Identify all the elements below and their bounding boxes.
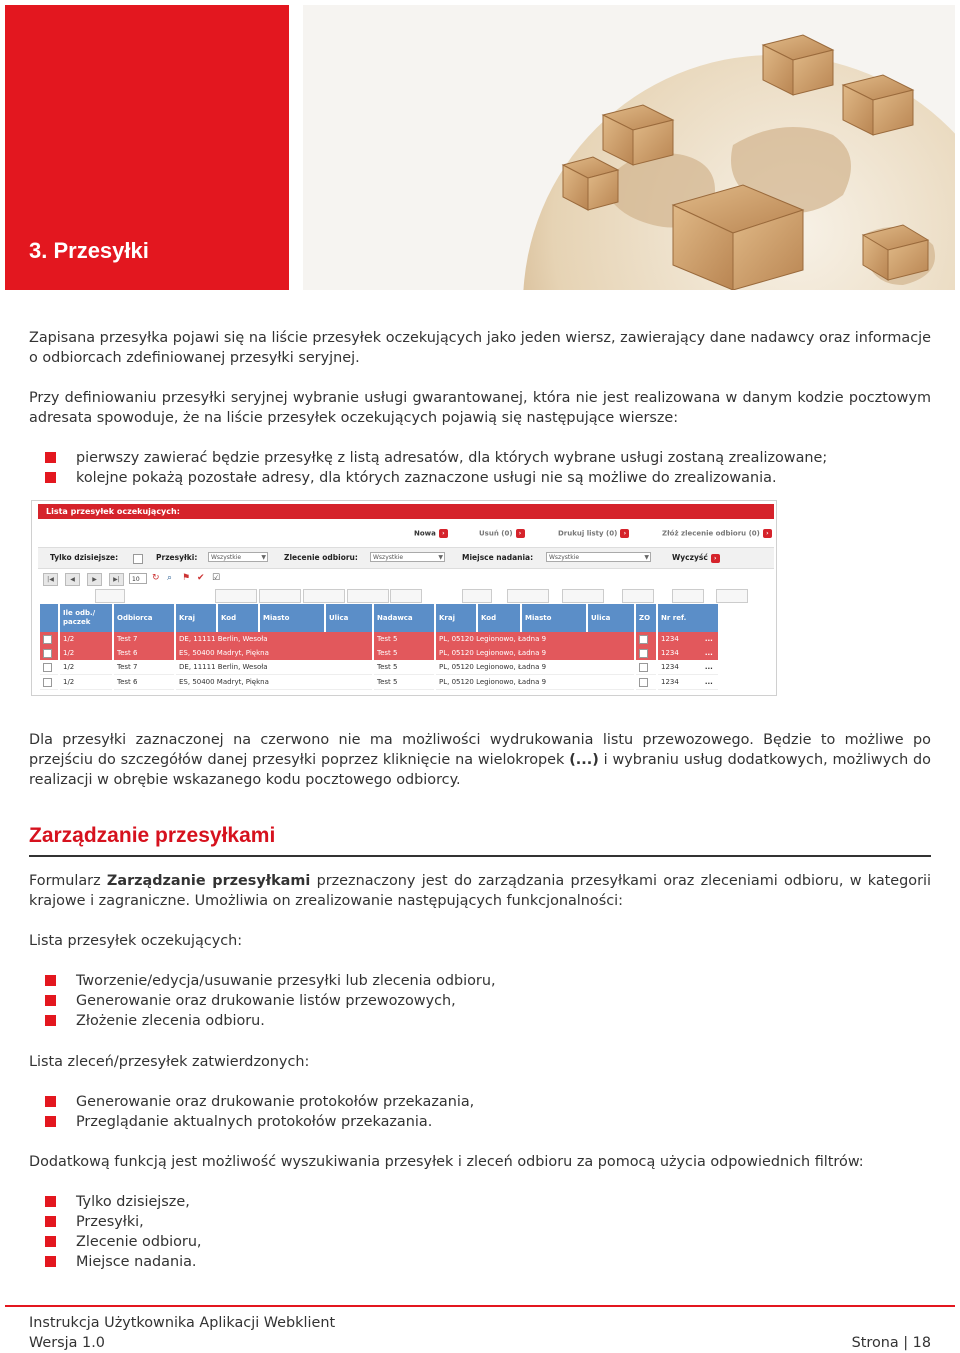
shipments-grid [38,604,720,690]
today-filter-label: Tylko dzisiejsze: [50,553,119,562]
table-cell: 1234 ... [658,632,718,646]
table-cell: Test 7 [114,660,174,675]
grid-header-row [40,604,718,632]
table-cell [636,646,656,660]
table-cell: 1/2 [60,632,112,646]
row-checkbox[interactable] [639,649,648,658]
print-labels-button[interactable]: Drukuj listy (0) › [558,529,629,538]
table-row[interactable] [40,632,718,646]
table-cell: 1/2 [60,646,112,660]
table-cell: ES, 50400 Madryt, Piękna [176,646,372,660]
column-header[interactable]: Odbiorca [114,604,174,632]
column-filter[interactable] [215,589,257,603]
arrow-right-icon: › [620,529,629,538]
column-header[interactable]: Nr ref. [658,604,718,632]
chevron-down-icon: ▼ [438,554,443,561]
column-filter[interactable] [303,589,345,603]
section-divider [29,855,931,857]
list1 [45,971,496,1031]
bullet-square-icon [45,1256,56,1267]
table-cell: Test 5 [374,632,434,646]
chevron-down-icon: ▼ [644,554,649,561]
column-header[interactable]: Miasto [260,604,324,632]
column-header[interactable]: Kod [218,604,258,632]
page-size-select[interactable]: 10 [129,573,147,584]
row-checkbox[interactable] [639,635,648,644]
table-cell: 1/2 [60,660,112,675]
table-cell: 1234 ... [658,675,718,690]
globe-illustration [303,5,955,290]
last-page-icon[interactable]: ▶| [109,573,124,586]
footer-page-number: Strona | 18 [851,1335,931,1351]
details-ellipsis-link[interactable]: ... [704,678,713,686]
bullet-square-icon [45,995,56,1006]
list-item: Generowanie oraz drukowanie listów przewozowych, [45,991,496,1011]
column-header[interactable]: Ulica [588,604,634,632]
details-ellipsis-link[interactable]: ... [704,635,713,643]
first-page-icon[interactable]: |◀ [43,573,58,586]
column-header[interactable]: Kod [478,604,520,632]
details-ellipsis-link[interactable]: ... [704,649,713,657]
intro-paragraph-1: Zapisana przesyłka pojawi się na liście przesyłek oczekujących jako jeden wiersz, zawierający dane nadawcy oraz informacje o odbiorcach zdefiniowanej przesyłki seryjnej. [29,330,931,366]
table-cell: 1234 ... [658,646,718,660]
shipments-filter-label: Przesyłki: [156,553,198,562]
table-cell: Test 7 [114,632,174,646]
list-item: pierwszy zawierać będzie przesyłkę z listą adresatów, dla których wybrane usługi zostaną zrealizowane; [45,448,827,468]
table-cell [40,646,58,660]
list-item: Złożenie zlecenia odbioru. [45,1011,496,1031]
row-checkbox[interactable] [43,649,52,658]
section-heading: Zarządzanie przesyłkami [29,824,276,847]
table-cell [636,675,656,690]
list-item: Miejsce nadania. [45,1252,202,1272]
list-item: Tylko dzisiejsze, [45,1192,202,1212]
table-cell: 1234 ... [658,660,718,675]
table-cell: DE, 11111 Berlin, Wesoła [176,632,372,646]
column-filter[interactable] [562,589,604,603]
check-none-icon[interactable]: ☑ [212,573,221,583]
clear-filters-button[interactable]: Wyczyść › [672,553,720,563]
list-item: Przesyłki, [45,1212,202,1232]
note-paragraph: Dla przesyłki zaznaczonej na czerwono nie ma możliwości wydrukowania listu przewozowego. Będzie to możliwe po przejściu do szczegółów danej przesyłki poprzez kliknięcie na wielokropek (...) i wybraniu usług dodatkowych, możliwych do realizacji w obrębie wskazanego kodu pocztowego odbiorcy. [29,732,931,788]
row-checkbox[interactable] [639,678,648,687]
list-item: Zlecenie odbioru, [45,1232,202,1252]
column-filter[interactable] [462,589,492,603]
table-cell: Test 5 [374,646,434,660]
chevron-down-icon: ▼ [261,554,266,561]
bullet-square-icon [45,1116,56,1127]
list2 [45,1092,474,1132]
filter-bar [38,547,774,569]
table-row[interactable] [40,660,718,675]
table-cell: Test 6 [114,675,174,690]
table-cell [636,632,656,646]
row-checkbox[interactable] [43,635,52,644]
section-paragraph: Formularz Zarządzanie przesyłkami przeznaczony jest do zarządzania przesyłkami oraz zleceniami odbioru, w kategorii krajowe i zagraniczne. Umożliwia on zrealizowanie następujących funkcjonalności: [29,873,931,909]
bullet-square-icon [45,1216,56,1227]
list-item: Tworzenie/edycja/usuwanie przesyłki lub zlecenia odbioru, [45,971,496,991]
table-cell: 1/2 [60,675,112,690]
column-filter[interactable] [622,589,654,603]
pickup-select[interactable]: Wszystkie ▼ [370,552,445,562]
screenshot-title-bar: Lista przesyłek oczekujących: [38,504,774,519]
pickup-order-button[interactable]: Złóż zlecenie odbioru (0) › [662,529,772,538]
column-filter[interactable] [507,589,549,603]
arrow-right-icon: › [516,529,525,538]
column-filter[interactable] [716,589,748,603]
footer-doc-title: Instrukcja Użytkownika Aplikacji Webklient [29,1315,336,1331]
origin-select[interactable]: Wszystkie ▼ [546,552,651,562]
list3 [45,1192,202,1272]
check-all-icon[interactable]: ✔ [197,573,205,583]
table-cell: DE, 11111 Berlin, Wesoła [176,660,372,675]
app-screenshot [31,500,777,696]
ellipsis-marker: (...) [569,752,599,768]
arrow-right-icon: › [763,529,772,538]
shipments-select[interactable]: Wszystkie ▼ [208,552,268,562]
bullet-square-icon [45,975,56,986]
prev-page-icon[interactable]: ◀ [65,573,80,586]
arrow-right-icon: › [711,554,720,563]
row-checkbox[interactable] [639,663,648,672]
row-checkbox[interactable] [43,663,52,672]
table-row[interactable] [40,646,718,660]
bullet-square-icon [45,1096,56,1107]
column-header[interactable]: ZO [636,604,656,632]
column-header[interactable]: Miasto [522,604,586,632]
column-filter[interactable] [347,589,389,603]
table-cell: PL, 05120 Legionowo, Ładna 9 [436,646,634,660]
list-item: Przeglądanie aktualnych protokołów przekazania. [45,1112,474,1132]
intro-bullet-list [45,448,827,488]
bullet-square-icon [45,1236,56,1247]
arrow-right-icon: › [439,529,448,538]
new-button[interactable]: Nowa › [414,529,448,538]
column-header[interactable]: Kraj [176,604,216,632]
table-cell: ES, 50400 Madryt, Piękna [176,675,372,690]
list2-title: Lista zleceń/przesyłek zatwierdzonych: [29,1054,310,1070]
intro-paragraph-2: Przy definiowaniu przesyłki seryjnej wybranie usługi gwarantowanej, która nie jest realizowana w danym kodzie pocztowym adresata spowoduje, że na liście przesyłek oczekujących pojawią się następujące wiersze: [29,390,931,426]
today-checkbox[interactable] [133,554,143,564]
list-item: Generowanie oraz drukowanie protokołów przekazania, [45,1092,474,1112]
table-cell [40,675,58,690]
footer-version: Wersja 1.0 [29,1335,105,1351]
column-filter[interactable] [672,589,704,603]
list3-title: Dodatkową funkcją jest możliwość wyszukiwania przesyłek i zleceń odbioru za pomocą użycia odpowiednich filtrów: [29,1154,864,1170]
details-ellipsis-link[interactable]: ... [704,663,713,671]
header-globe-boxes-image [303,5,955,290]
refresh-icon[interactable]: ↻ [152,573,160,583]
delete-button[interactable]: Usuń (0) › [479,529,525,538]
column-header[interactable]: Nadawca [374,604,434,632]
next-page-icon[interactable]: ▶ [87,573,102,586]
column-header[interactable]: Ile odb./ paczek [60,604,112,632]
table-cell: PL, 05120 Legionowo, Ładna 9 [436,660,634,675]
filter-icon[interactable]: ⚑ [182,573,191,583]
list-item: kolejne pokażą pozostałe adresy, dla których zaznaczone usługi nie są możliwe do zrealizowania. [45,468,827,488]
table-cell: Test 6 [114,646,174,660]
column-header[interactable] [40,604,58,632]
table-row[interactable] [40,675,718,690]
table-cell: Test 5 [374,675,434,690]
bullet-square-icon [45,1196,56,1207]
bullet-square-icon [45,452,56,463]
table-cell: PL, 05120 Legionowo, Ładna 9 [436,675,634,690]
table-cell [40,660,58,675]
bullet-square-icon [45,472,56,483]
page-title: 3. Przesyłki [29,238,149,263]
column-filter[interactable] [95,589,125,603]
column-header[interactable]: Ulica [326,604,372,632]
table-cell: Test 5 [374,660,434,675]
column-filter[interactable] [259,589,301,603]
table-cell [40,632,58,646]
bullet-square-icon [45,1015,56,1026]
search-icon[interactable]: ⌕ [167,573,173,583]
column-filter[interactable] [390,589,422,603]
column-header[interactable]: Kraj [436,604,476,632]
list1-title: Lista przesyłek oczekujących: [29,933,243,949]
table-cell: PL, 05120 Legionowo, Ładna 9 [436,632,634,646]
origin-filter-label: Miejsce nadania: [462,553,534,562]
footer-divider [5,1305,955,1307]
table-cell [636,660,656,675]
row-checkbox[interactable] [43,678,52,687]
pickup-filter-label: Zlecenie odbioru: [284,553,358,562]
